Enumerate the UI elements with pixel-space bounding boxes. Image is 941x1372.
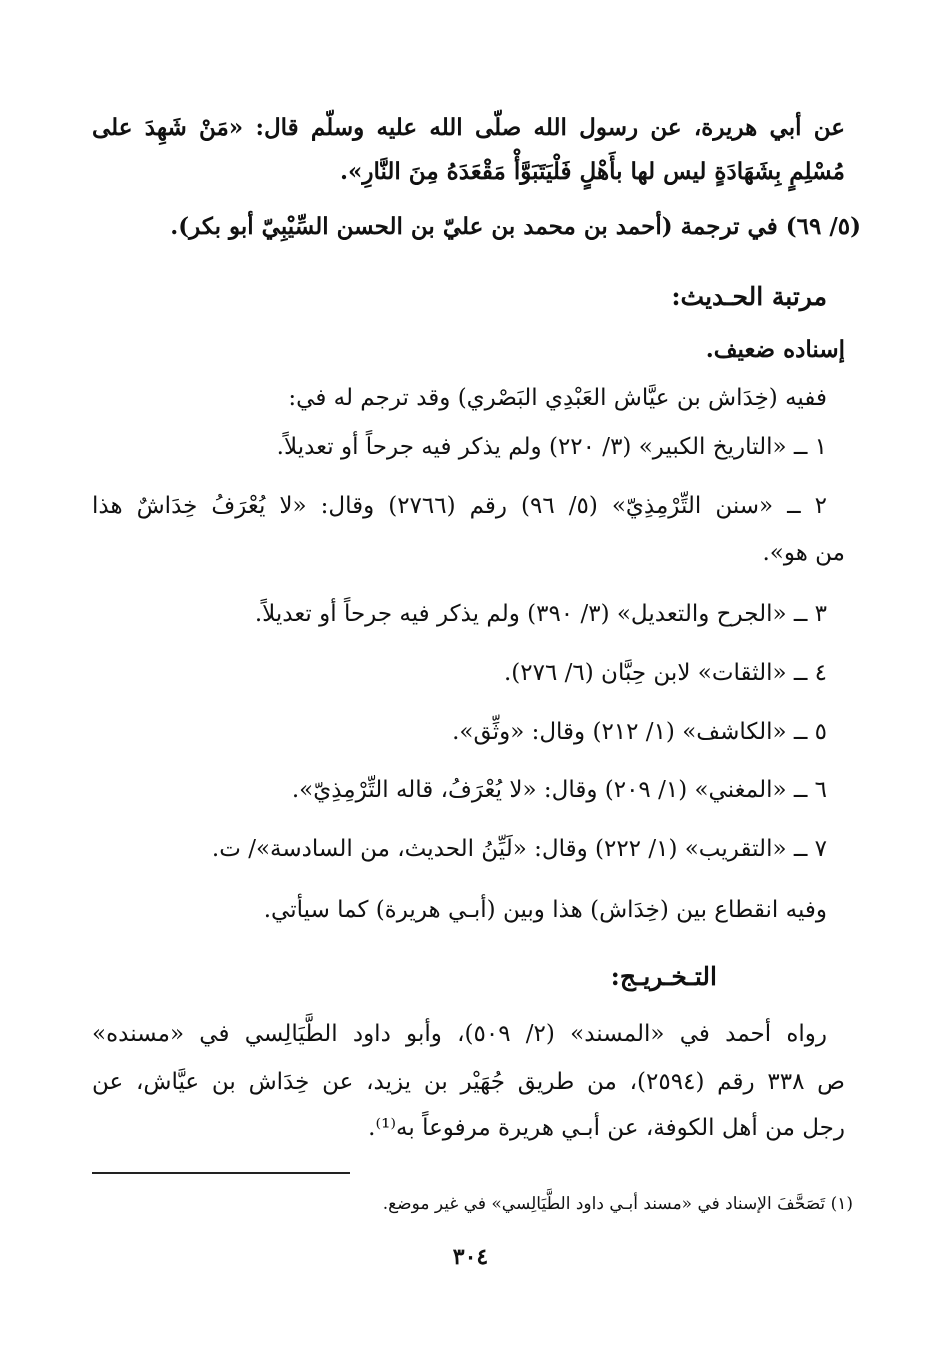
reference-item-3: ٣ ــ «الجرح والتعديل» (٣/ ٣٩٠) ولم يذكر فيه جرحاً أو تعديلاً. bbox=[254, 601, 827, 627]
page-number: ٣٠٤ bbox=[452, 1244, 489, 1270]
narrator-intro: ففيه (خِدَاش بن عيَّاش العَبْدِي البَصْري) وقد ترجم له في: bbox=[288, 385, 827, 411]
takhrij-line-3: رجل من أهل الكوفة، عن أبـي هريرة مرفوعاً به⁽¹⁾. bbox=[368, 1115, 845, 1141]
reference-item-5: ٥ ــ «الكاشف» (١/ ٢١٢) وقال: «وثِّق». bbox=[452, 719, 827, 745]
hadith-text-line-1: عن أبي هريرة، عن رسول الله صلّى الله عليه وسلّم قال: «مَنْ شَهِدَ على bbox=[92, 114, 845, 141]
takhrij-line-2: ص ٣٣٨ رقم (٢٥٩٤)، من طريق جُهَيْر بن يزيد، عن خِدَاش بن عيَّاش، عن bbox=[92, 1069, 845, 1095]
reference-item-2: ٢ ــ «سنن التِّرْمِذِيّ» (٥/ ٩٦) رقم (٢٧٦٦) وقال: «لا يُعْرَفُ خِدَاشٌ هذا bbox=[92, 493, 827, 519]
source-reference: (٥/ ٦٩) في ترجمة (أحمد بن محمد بن عليّ بن الحسن السِّيْبِيّ أبو بكر). bbox=[170, 213, 861, 240]
footnote: (١) تَصَحَّفَ الإسناد في «مسند أبـي داود الطَّيَالِسي» في غير موضع. bbox=[382, 1194, 853, 1214]
reference-item-4: ٤ ــ «الثقات» لابن حِبَّان (٦/ ٢٧٦). bbox=[503, 660, 827, 686]
grade-statement: إسناده ضعيف. bbox=[705, 336, 845, 363]
reference-item-7: ٧ ــ «التقريب» (١/ ٢٢٢) وقال: «لَيِّنُ الحديث، من السادسة»/ ت. bbox=[211, 836, 827, 862]
takhrij-line-1: رواه أحمد في «المسند» (٢/ ٥٠٩)، وأبو داود الطَّيَالِسي في «مسنده» bbox=[92, 1021, 828, 1047]
reference-item-6: ٦ ــ «المغني» (١/ ٢٠٩) وقال: «لا يُعْرَفُ، قاله التِّرْمِذِيّ». bbox=[291, 777, 827, 803]
hadith-text-line-2: مُسْلِمٍ بِشَهَادَةٍ ليس لها بأَهْلٍ فَلْيَتَبَوَّأْ مَقْعَدَهُ مِنَ النَّارِ». bbox=[339, 158, 845, 185]
break-in-chain-note: وفيه انقطاع بين (خِدَاش) هذا وبين (أبـي هريرة) كما سيأتي. bbox=[263, 897, 827, 923]
footnote-divider bbox=[92, 1172, 350, 1174]
section-heading-takhrij: التـخـريـج: bbox=[610, 962, 717, 991]
reference-item-1: ١ ــ «التاريخ الكبير» (٣/ ٢٢٠) ولم يذكر فيه جرحاً أو تعديلاً. bbox=[276, 434, 827, 460]
section-heading-grade: مرتبة الحـديث: bbox=[671, 282, 827, 311]
reference-item-2-cont: من هو». bbox=[762, 540, 845, 566]
